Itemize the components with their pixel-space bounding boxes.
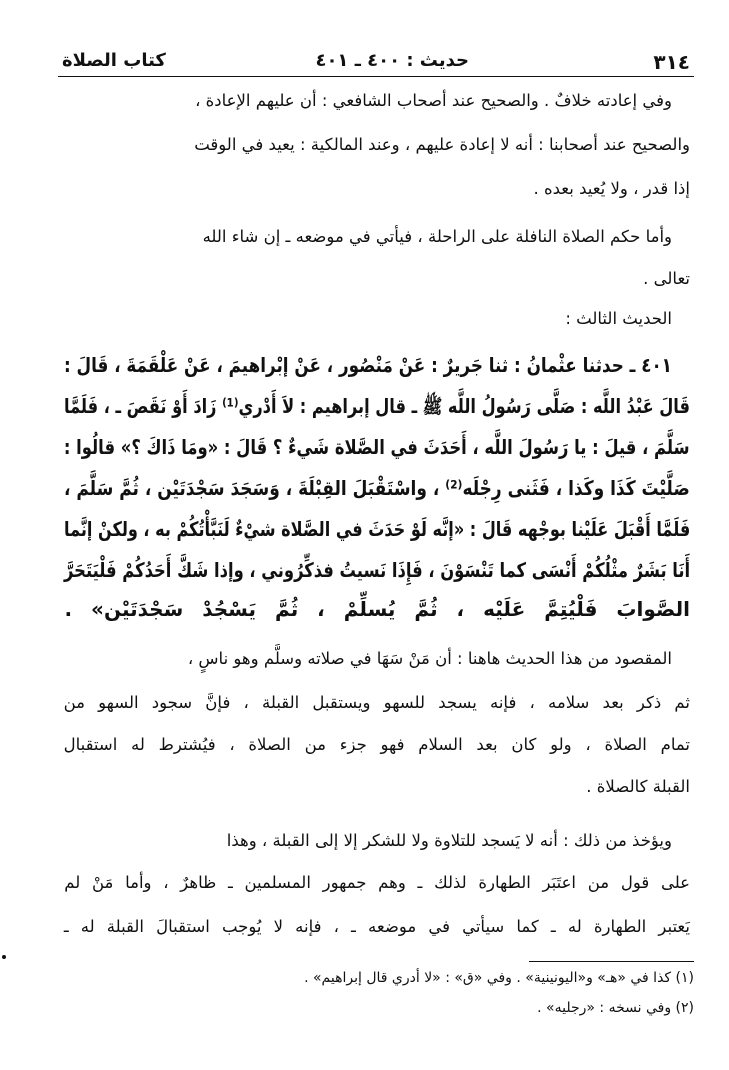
- hadith-line: سَلَّمَ ، قيلَ : يا رَسُولَ اللَّه ، أَحَدَثَ في الصَّلاة شَيءٌ ؟ قَالَ : «ومَا ذَاكَ ؟» قالُوا :: [64, 435, 690, 459]
- text-line: تمام الصلاة ، ولو كان بعد السلام فهو جزء من الصلاة ، فيُشترط له استقبال: [63, 735, 690, 754]
- text-line: وأما حكم الصلاة النافلة على الراحلة ، فيأتي في موضعه ـ إن شاء الله: [202, 227, 672, 246]
- hadith-line: صَلَّيْتَ كَذَا وكَذا ، فَثَنى رِجْلَه⁽²⁾ ، واسْتَقْبَلَ القِبْلَةَ ، وَسَجَدَ سَجْدَتَيْن ، ثُمَّ سَلَّمَ ،: [64, 476, 690, 500]
- text-line: إذا قدر ، ولا يُعيد بعده .: [533, 179, 690, 198]
- text-line: والصحيح عند أصحابنا : أنه لا إعادة عليهم ، وعند المالكية : يعيد في الوقت: [194, 135, 690, 154]
- text-line: يَعتبر الطهارة له ـ كما سيأتي في موضعه ـ ، فإنه لا يُوجب استقبالَ القبلة له ـ: [63, 917, 690, 936]
- text-line: ويؤخذ من ذلك : أنه لا يَسجد للتلاوة ولا للشكر إلا إلى القبلة ، وهذا: [226, 831, 672, 850]
- hadith-line: قَالَ عَبْدُ اللَّه : صَلَّى رَسُولُ اللَّه ﷺ ـ قال إبراهيم : لاَ أَدْري⁽¹⁾ زَادَ أَوْ نَقَصَ ـ ، فَلَمَّا: [64, 394, 690, 418]
- footnote-divider: [529, 961, 694, 962]
- text-line: تعالى .: [643, 269, 690, 288]
- hadith-range: حديث : ٤٠٠ ـ ٤٠١: [315, 50, 469, 71]
- page-header: [58, 46, 694, 77]
- text-line: ثم ذكر بعد سلامه ، فإنه يسجد للسهو ويستقبل القبلة ، فإنَّ سجود السهو من: [63, 693, 690, 712]
- footnote: (١) كذا في «هـ» و«اليونينية» . وفي «ق» : «لا أدري قال إبراهيم» .: [304, 970, 694, 986]
- hadith-line: الصَّوابَ فَلْيُتِمَّ عَلَيْه ، ثُمَّ يُسلِّمْ ، ثُمَّ يَسْجُدْ سَجْدَتَيْن» .: [64, 597, 690, 621]
- page-number: ٣١٤: [653, 50, 690, 74]
- text-line: على قول من اعتَبَر الطهارة لذلك ـ وهم جمهور المسلمين ـ ظاهرٌ ، وأما مَنْ لم: [64, 873, 690, 892]
- hadith-line: ٤٠١ ـ حدثنا عثْمانُ : ثنا جَريرٌ : عَنْ مَنْصُور ، عَنْ إبْراهيمَ ، عَنْ عَلْقَمَةَ ، قَالَ :: [64, 353, 672, 377]
- book-page: [58, 46, 694, 1046]
- margin-mark: [2, 955, 6, 959]
- text-line: القبلة كالصلاة .: [586, 777, 690, 796]
- text-line: وفي إعادته خلافٌ . والصحيح عند أصحاب الشافعي : أن عليهم الإعادة ،: [195, 91, 672, 110]
- book-title: كتاب الصلاة: [62, 50, 166, 71]
- footnote: (٢) وفي نسخه : «رجليه» .: [537, 1000, 694, 1016]
- text-line: المقصود من هذا الحديث هاهنا : أن مَنْ سَهَا في صلاته وسلَّم وهو ناسٍ ،: [187, 649, 672, 668]
- section-heading: الحديث الثالث :: [565, 309, 672, 328]
- hadith-line: أَنَا بَشَرٌ مثْلُكُمْ أَنْسَى كما تَنْسَوْنَ ، فَإِذَا نَسيتُ فذكِّرُوني ، وإذا شَكَّ أَحَدُكُمْ فَلْيَتَحَرَّ: [63, 558, 690, 582]
- hadith-line: فَلَمَّا أَقْبَلَ عَلَيْنا بوجْهه قَالَ : «إنَّه لَوْ حَدَثَ في الصَّلاة شيْءٌ لَنَبَّأْتُكُمْ به ، ولكنْ إنَّما: [63, 517, 690, 541]
